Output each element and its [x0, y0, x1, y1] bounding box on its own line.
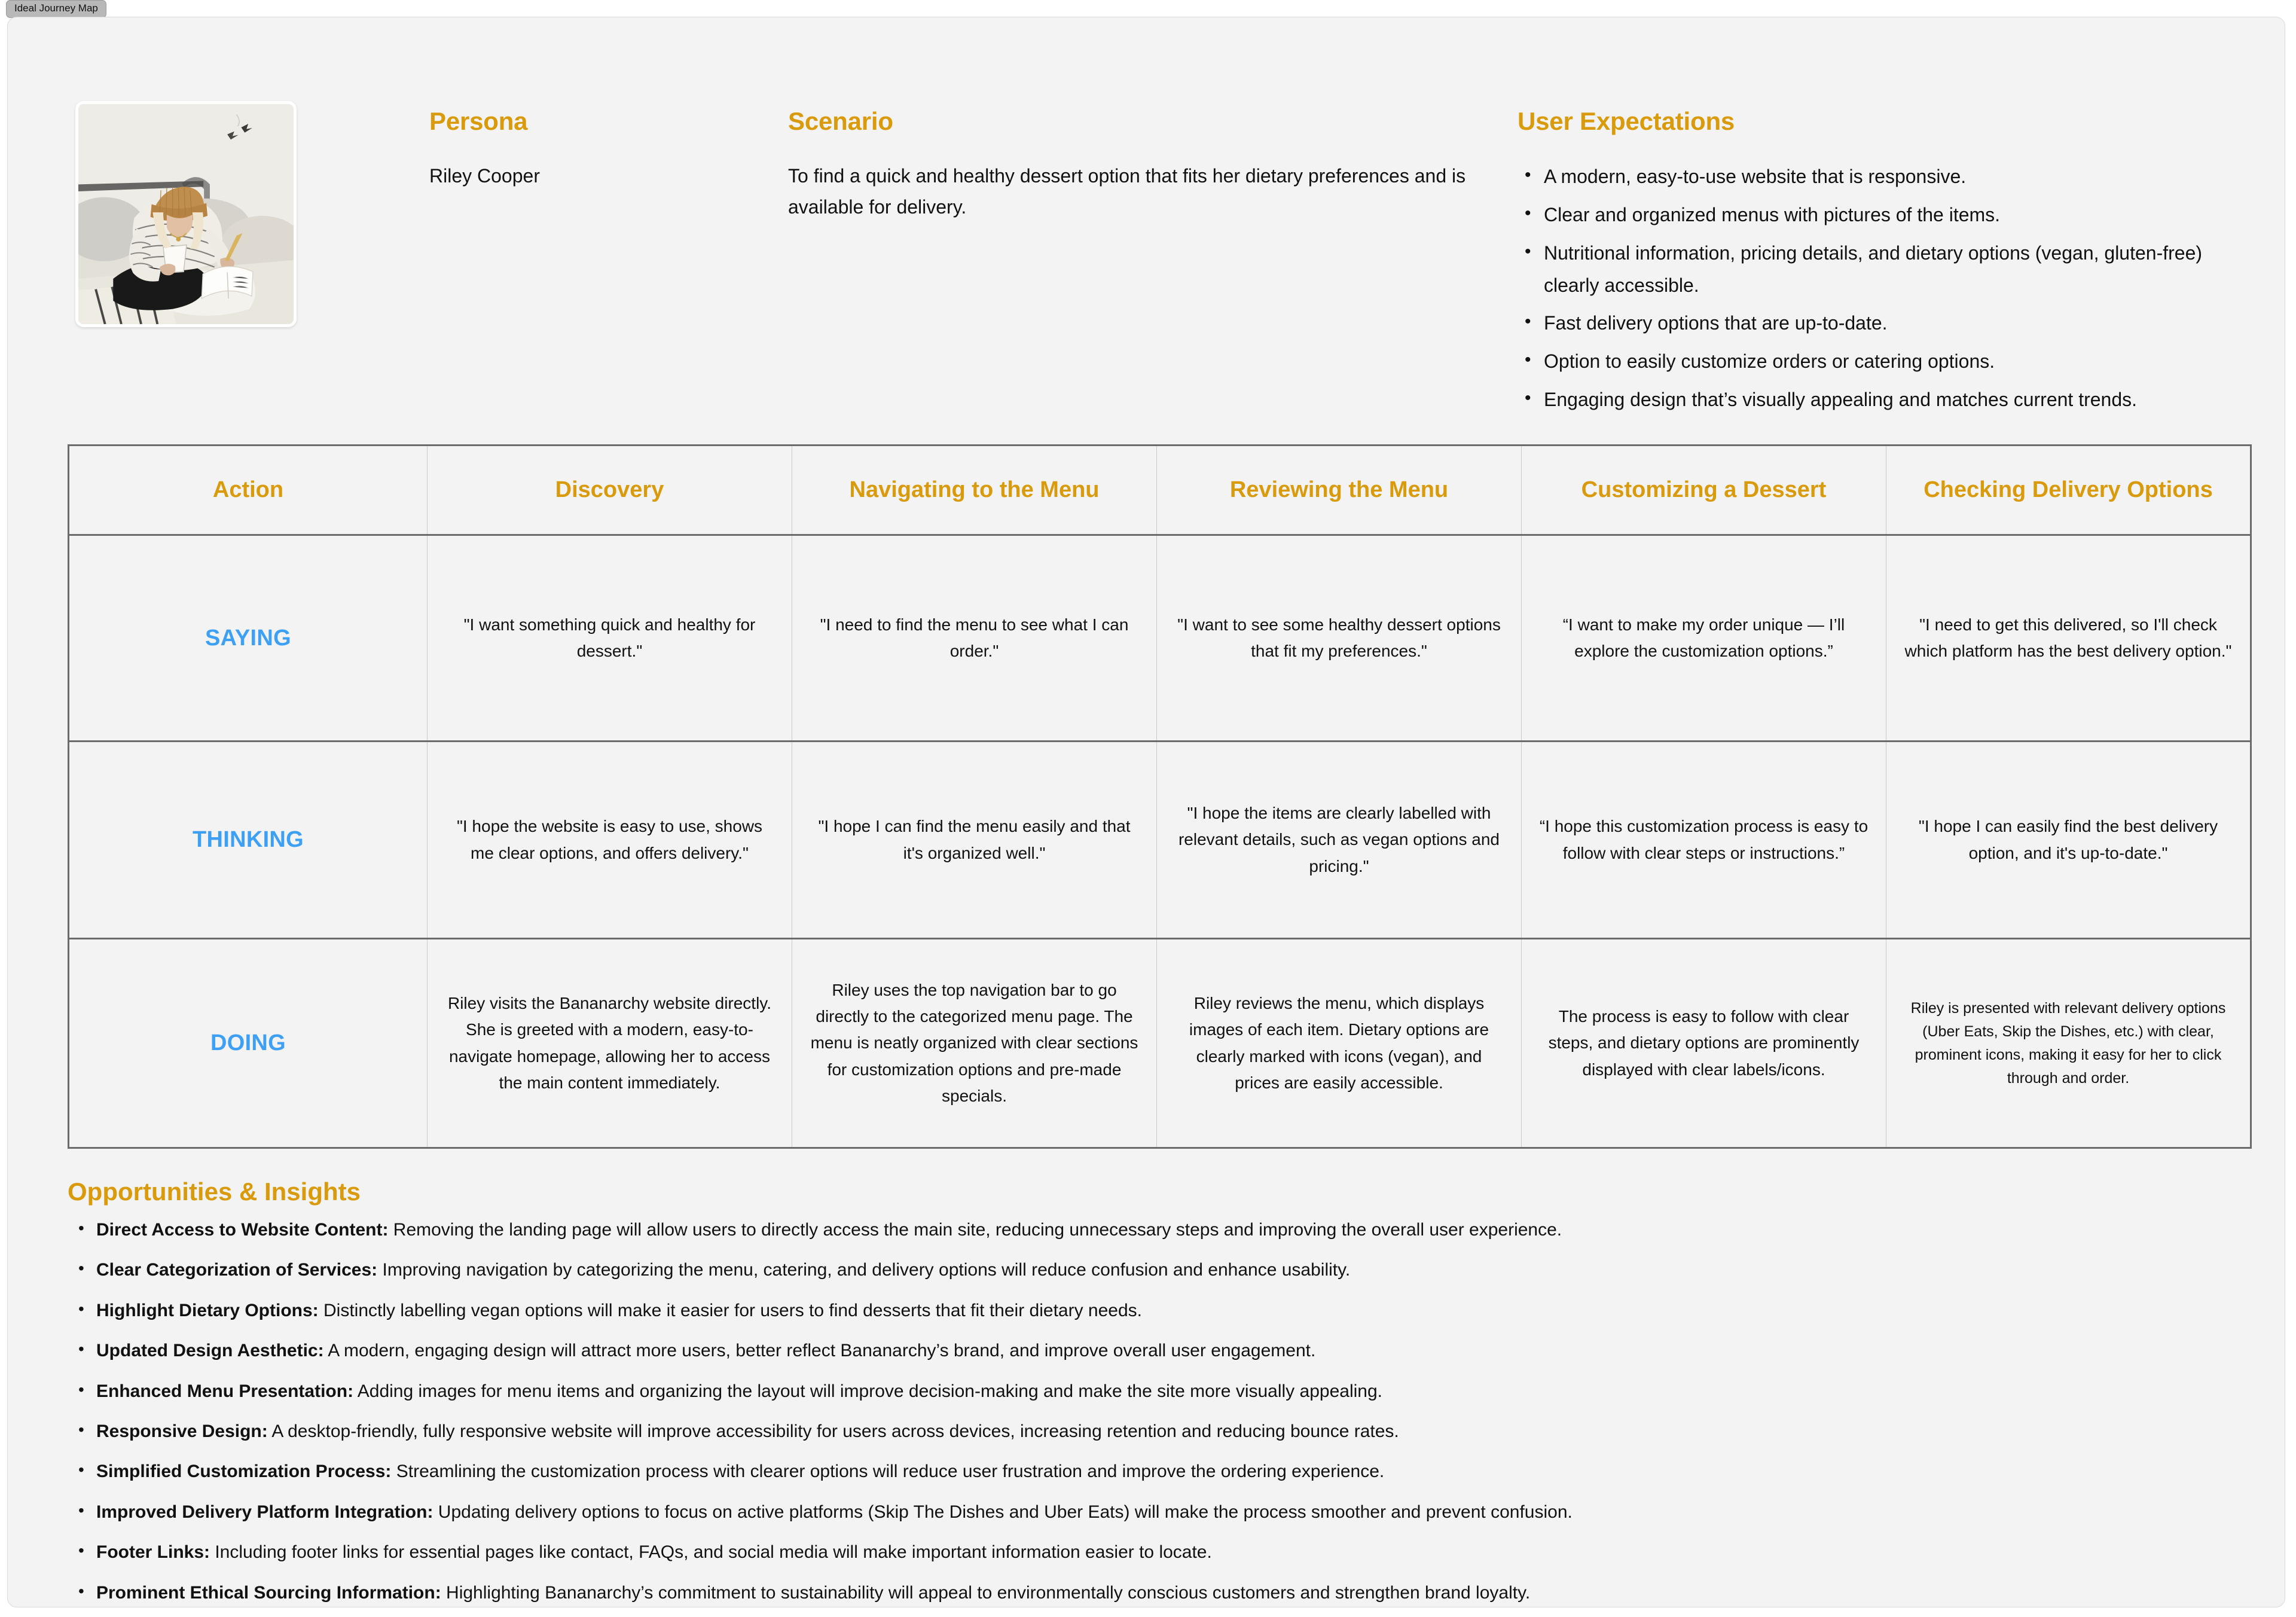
insight-term: Simplified Customization Process: — [96, 1462, 392, 1482]
insight-term: Clear Categorization of Services: — [96, 1260, 378, 1280]
insight-term: Improved Delivery Platform Integration: — [96, 1502, 433, 1522]
list-item — [96, 1418, 2220, 1445]
list-item — [96, 1580, 2220, 1606]
persona-column — [429, 107, 764, 192]
insight-desc: Distinctly labelling vegan options will make it easier for users to find desserts that fit their dietary needs. — [318, 1300, 1142, 1320]
insight-desc: Including footer links for essential pages like contact, FAQs, and social media will make important information easier to locate. — [210, 1542, 1212, 1563]
table-row — [69, 939, 2251, 1148]
cell-doing-customizing: The process is easy to follow with clear steps, and dietary options are prominently displayed with clear labels/icons. — [1522, 939, 1886, 1148]
insight-desc: Improving navigation by categorizing the menu, catering, and delivery options will reduce confusion and enhance usability. — [377, 1260, 1351, 1280]
cell-thinking-navigating: "I hope I can find the menu easily and that it's organized well." — [792, 742, 1157, 939]
table-row — [69, 742, 2251, 939]
table-header-row — [69, 446, 2251, 535]
opportunities-list — [68, 1217, 2220, 1606]
user-expectations-title: User Expectations — [1518, 107, 1735, 135]
insight-term: Highlight Dietary Options: — [96, 1300, 319, 1320]
cell-doing-reviewing: Riley reviews the menu, which displays images of each item. Dietary options are clearly marked with icons (vegan), and prices are easily accessible. — [1157, 939, 1522, 1148]
insight-desc: Updating delivery options to focus on active platforms (Skip The Dishes and Uber Eats) will make the process smoother and prevent confusion. — [433, 1502, 1573, 1522]
cell-saying-customizing: “I want to make my order unique — I’ll explore the customization options.” — [1522, 535, 1886, 742]
cell-doing-delivery: Riley is presented with relevant delivery options (Uber Eats, Skip the Dishes, etc.) with clear, prominent icons, making it easy for her to click through and order. — [1886, 939, 2251, 1148]
header-zone — [8, 17, 2285, 410]
column-header-discovery: Discovery — [428, 446, 792, 535]
column-header-checking-delivery-options: Checking Delivery Options — [1886, 446, 2251, 535]
opportunities-title: Opportunities & Insights — [68, 1177, 361, 1206]
list-item: • Nutritional information, pricing details, and dietary options (vegan, gluten-free) clearly accessible. — [1544, 237, 2241, 302]
list-item — [96, 1499, 2220, 1526]
cell-thinking-delivery: "I hope I can easily find the best delivery option, and it's up-to-date." — [1886, 742, 2251, 939]
scenario-body: To find a quick and healthy dessert option that fits her dietary preferences and is available for delivery. — [788, 165, 1466, 218]
table-row — [69, 535, 2251, 742]
insight-desc: Streamlining the customization process with clearer options will reduce user frustration and improve the ordering experience. — [391, 1462, 1385, 1482]
list-item: • Engaging design that’s visually appealing and matches current trends. — [1544, 384, 2241, 416]
list-item: • Option to easily customize orders or catering options. — [1544, 346, 2241, 378]
journey-map-board — [7, 17, 2285, 1607]
insight-term: Prominent Ethical Sourcing Information: — [96, 1582, 441, 1603]
list-item — [96, 1338, 2220, 1364]
insight-term: Enhanced Menu Presentation: — [96, 1381, 354, 1401]
insight-desc: A desktop-friendly, fully responsive website will improve accessibility for users across devices, increasing retention and reducing bounce rates. — [267, 1421, 1399, 1441]
opportunities-section — [68, 1177, 2220, 1607]
insight-desc: A modern, engaging design will attract more users, better reflect Bananarchy’s brand, and improve overall user engagement. — [323, 1341, 1316, 1361]
list-item — [96, 1539, 2220, 1566]
cell-doing-navigating: Riley uses the top navigation bar to go directly to the categorized menu page. The menu is neatly organized with clear sections for customization options and pre-made specials. — [792, 939, 1157, 1148]
row-label-doing: DOING — [69, 939, 428, 1148]
cell-saying-reviewing: "I want to see some healthy dessert options that fit my preferences." — [1157, 535, 1522, 742]
cell-saying-delivery: "I need to get this delivered, so I'll check which platform has the best delivery option." — [1886, 535, 2251, 742]
list-item — [96, 1257, 2220, 1283]
cell-thinking-customizing: “I hope this customization process is easy to follow with clear steps or instructions.” — [1522, 742, 1886, 939]
tab-bar — [0, 0, 106, 18]
cell-thinking-discovery: "I hope the website is easy to use, shows me clear options, and offers delivery." — [428, 742, 792, 939]
scenario-title: Scenario — [788, 107, 893, 135]
list-item: • Clear and organized menus with pictures of the items. — [1544, 199, 2241, 231]
list-item: • Fast delivery options that are up-to-date. — [1544, 307, 2241, 340]
row-label-saying: SAYING — [69, 535, 428, 742]
tab-ideal-journey-map[interactable]: Ideal Journey Map — [6, 0, 106, 18]
persona-name: Riley Cooper — [429, 165, 540, 187]
column-header-reviewing-the-menu: Reviewing the Menu — [1157, 446, 1522, 535]
list-item — [96, 1459, 2220, 1485]
journey-table — [68, 444, 2252, 1149]
user-expectations-list — [1518, 161, 2241, 416]
list-item — [96, 1378, 2220, 1405]
persona-photo-illustration — [78, 104, 294, 324]
column-header-action: Action — [69, 446, 428, 535]
cell-thinking-reviewing: "I hope the items are clearly labelled with relevant details, such as vegan options and pricing." — [1157, 742, 1522, 939]
cell-saying-navigating: "I need to find the menu to see what I can order." — [792, 535, 1157, 742]
list-item: • A modern, easy-to-use website that is responsive. — [1544, 161, 2241, 193]
cell-saying-discovery: "I want something quick and healthy for dessert." — [428, 535, 792, 742]
list-item — [96, 1298, 2220, 1324]
column-header-navigating-to-the-menu: Navigating to the Menu — [792, 446, 1157, 535]
insight-term: Responsive Design: — [96, 1421, 268, 1441]
insight-term: Footer Links: — [96, 1542, 210, 1563]
insight-desc: Removing the landing page will allow users to directly access the main site, reducing unnecessary steps and improving the overall user experience. — [388, 1220, 1562, 1240]
cell-doing-discovery: Riley visits the Bananarchy website directly. She is greeted with a modern, easy-to-navigate homepage, allowing her to access the main content immediately. — [428, 939, 792, 1148]
scenario-column — [788, 107, 1476, 223]
list-item — [96, 1217, 2220, 1243]
persona-title: Persona — [429, 107, 528, 135]
insight-term: Direct Access to Website Content: — [96, 1220, 389, 1240]
insight-desc: Adding images for menu items and organizing the layout will improve decision-making and make the site more visually appealing. — [353, 1381, 1382, 1401]
row-label-thinking: THINKING — [69, 742, 428, 939]
user-expectations-column — [1518, 107, 2241, 422]
column-header-customizing-a-dessert: Customizing a Dessert — [1522, 446, 1886, 535]
insight-term: Updated Design Aesthetic: — [96, 1341, 324, 1361]
insight-desc: Highlighting Bananarchy’s commitment to sustainability will appeal to environmentally conscious customers and strengthen brand loyalty. — [441, 1582, 1531, 1603]
persona-photo — [75, 101, 297, 327]
